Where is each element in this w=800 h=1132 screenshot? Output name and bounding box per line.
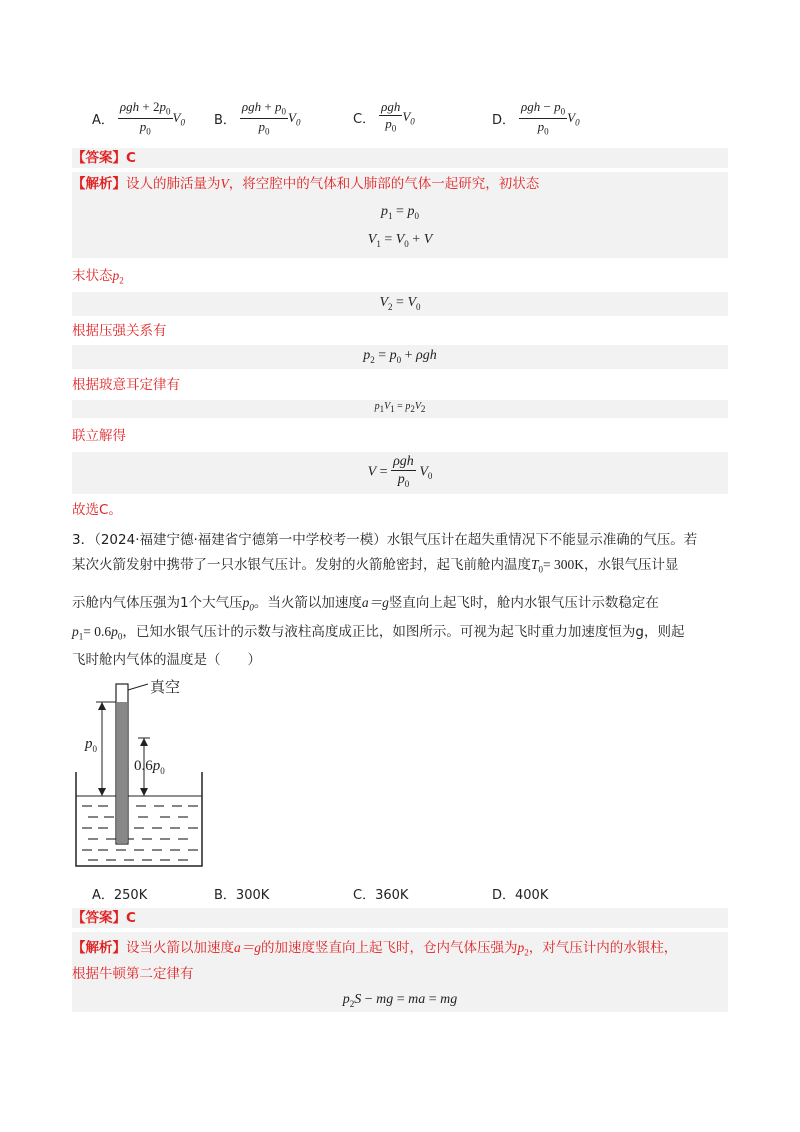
- q3-line-5: 飞时舱内气体的温度是（ ）: [72, 652, 261, 668]
- option-c-label: C．: [353, 111, 376, 127]
- option-d-label: D．: [492, 113, 516, 129]
- newton-label: 根据牛顿第二定律有: [72, 966, 194, 982]
- figure-label-p0: $p_0$: [85, 736, 97, 754]
- option-a-label: A．: [92, 113, 114, 129]
- analysis-q2: 【解析】设人的肺活量为V，将空腔中的气体和人肺部的气体一起研究，初状态: [72, 176, 540, 192]
- option-d: D． $\frac{\rho gh - p_0}{p_0}$ $V_0$: [492, 99, 580, 138]
- choice-c: C．360K: [353, 888, 409, 903]
- option-c-fraction: $\frac{\text{ρgh}}{p_0}$: [381, 99, 401, 134]
- choice-b: B．300K: [214, 888, 270, 903]
- q3-line-3: 示舱内气体压强为1个大气压$p_0$。当火箭以加速度a＝g竖直向上起飞时，舱内水银气压计示数稳定在: [72, 595, 659, 613]
- q3-line-1: 3．（2024·福建宁德·福建省宁德第一中学校考一模）水银气压计在超失重情况下不能显示准确的气压。若: [72, 532, 698, 548]
- conclusion-q2: 故选C。: [72, 502, 122, 518]
- answer-q2: 【答案】C: [72, 150, 136, 166]
- option-b-label: B．: [214, 113, 236, 129]
- q3-line-2: 某次火箭发射中携带了一只水银气压计。发射的火箭舱密封，起飞前舱内温度$T_0= 300K$，水银气压计显: [72, 557, 679, 575]
- answer-band-q3: [72, 908, 728, 928]
- formula-p2: $p_2 = p_0 + \rho gh$: [363, 348, 437, 365]
- boyle-law-label: 根据玻意耳定律有: [72, 377, 180, 393]
- analysis-q3: 【解析】设当火箭以加速度a＝g的加速度竖直向上起飞时，仓内气体压强为$p_2$，对气压计内的水银柱，: [72, 940, 678, 958]
- q3-line-4: $p_1= 0.6p_0$，已知水银气压计的示数与液柱高度成正比，如图所示。可视为起飞时重力加速度恒为g，则起: [72, 624, 685, 642]
- option-a-fraction: $\frac{\rho gh + 2p_0}{p_0}$: [119, 99, 171, 138]
- option-c: C． $\frac{\text{ρgh}}{p_0}$ $V_0$: [353, 99, 415, 134]
- final-state-label: 末状态$p_2$: [72, 268, 124, 286]
- answer-q3: 【答案】C: [72, 910, 136, 926]
- option-b-fraction: $\frac{\rho gh + p_0}{p_0}$: [241, 99, 287, 138]
- formula-boyle: $p_1V_1 = p_2V_2$: [374, 401, 426, 414]
- formula-v2: $V_2 = V_0$: [379, 295, 421, 312]
- formula-newton: $p_2S$ − mg = ma = mg: [342, 992, 458, 1009]
- answer-band-q2: [72, 148, 728, 168]
- formula-v1: $V_1 = V_0 + V$: [367, 232, 433, 249]
- formula-p1: $p_1 = p_0$: [381, 204, 419, 221]
- option-b: B． $\frac{\rho gh + p_0}{p_0}$ $V_0$: [214, 99, 301, 138]
- pressure-relation-label: 根据压强关系有: [72, 323, 167, 339]
- figure-label-06p0: $0.6p_0$: [134, 758, 165, 776]
- figure-label-vacuum: 真空: [150, 680, 181, 696]
- option-a: A． $\frac{\rho gh + 2p_0}{p_0}$ $V_0$: [92, 99, 185, 138]
- option-d-fraction: $\frac{\rho gh - p_0}{p_0}$: [521, 99, 566, 138]
- choice-d: D．400K: [492, 888, 549, 903]
- choice-a: A．250K: [92, 888, 148, 903]
- formula-result: V = $\frac{\text{ρgh}}{p_0}$ $V_0$: [367, 454, 433, 490]
- combine-label: 联立解得: [72, 428, 126, 444]
